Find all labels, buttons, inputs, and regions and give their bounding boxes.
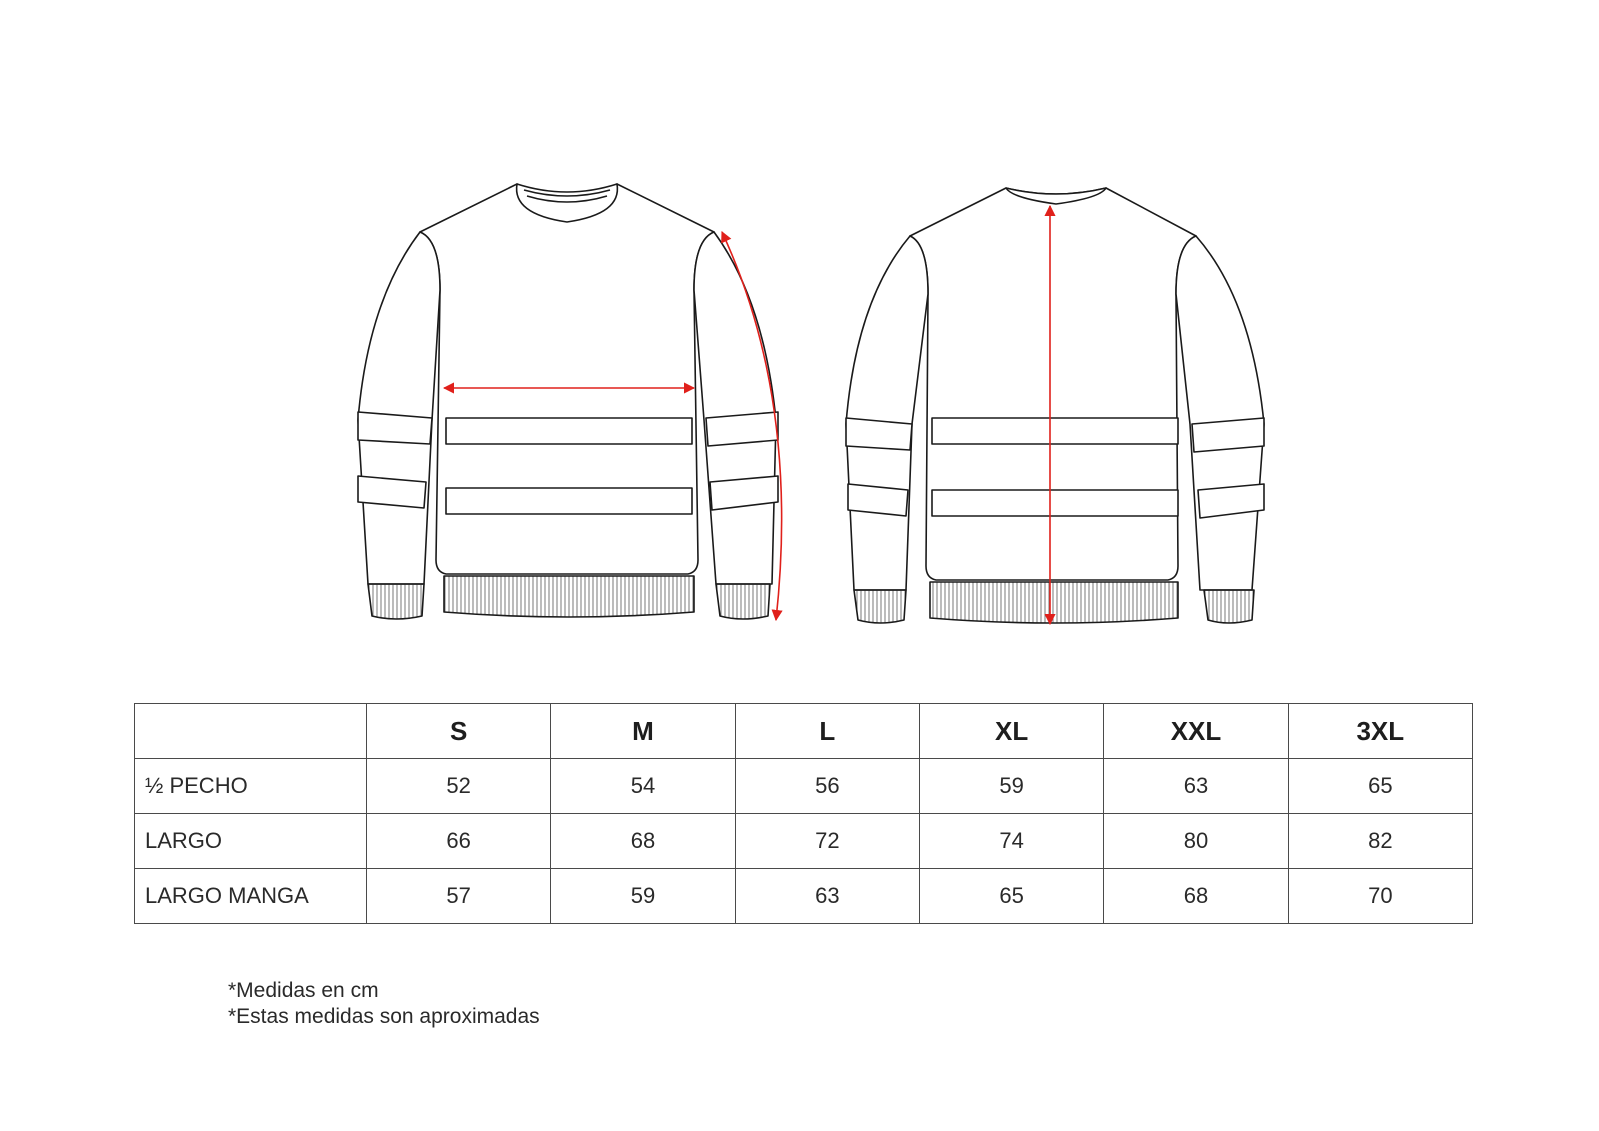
front-right-cuff bbox=[716, 584, 770, 619]
front-left-sleeve bbox=[358, 232, 440, 584]
table-cell: 59 bbox=[919, 759, 1103, 814]
back-stripe-upper bbox=[932, 418, 1178, 444]
header-size-3xl: 3XL bbox=[1288, 704, 1472, 759]
back-waistband bbox=[930, 582, 1178, 623]
size-table bbox=[134, 703, 1473, 924]
back-left-sleeve bbox=[846, 236, 928, 590]
table-cell: 59 bbox=[551, 869, 735, 924]
front-left-cuff bbox=[368, 584, 424, 619]
table-cell: 56 bbox=[735, 759, 919, 814]
back-right-sleeve bbox=[1176, 236, 1264, 590]
table-cell: 63 bbox=[1104, 759, 1288, 814]
table-cell: 68 bbox=[1104, 869, 1288, 924]
table-cell: 52 bbox=[367, 759, 551, 814]
header-size-l: L bbox=[735, 704, 919, 759]
back-stripe-lower bbox=[932, 490, 1178, 516]
row-label: ½ PECHO bbox=[135, 759, 367, 814]
table-cell: 57 bbox=[367, 869, 551, 924]
front-waistband bbox=[444, 576, 694, 617]
table-cell: 63 bbox=[735, 869, 919, 924]
table-cell: 74 bbox=[919, 814, 1103, 869]
back-right-cuff bbox=[1204, 590, 1254, 623]
front-body bbox=[420, 184, 714, 574]
table-header-row bbox=[135, 704, 1473, 759]
header-size-s: S bbox=[367, 704, 551, 759]
footnotes bbox=[228, 978, 540, 1030]
back-left-cuff bbox=[854, 590, 906, 623]
table-cell: 65 bbox=[1288, 759, 1472, 814]
table-cell: 65 bbox=[919, 869, 1103, 924]
table-row bbox=[135, 814, 1473, 869]
front-stripe-lower bbox=[446, 488, 692, 514]
front-right-sleeve bbox=[694, 232, 776, 584]
table-cell: 68 bbox=[551, 814, 735, 869]
front-view bbox=[358, 184, 778, 619]
table-row bbox=[135, 759, 1473, 814]
table-cell: 80 bbox=[1104, 814, 1288, 869]
header-empty bbox=[135, 704, 367, 759]
table-cell: 70 bbox=[1288, 869, 1472, 924]
header-size-xl: XL bbox=[919, 704, 1103, 759]
table-cell: 66 bbox=[367, 814, 551, 869]
front-stripe-upper bbox=[446, 418, 692, 444]
table-cell: 54 bbox=[551, 759, 735, 814]
header-size-m: M bbox=[551, 704, 735, 759]
row-label: LARGO bbox=[135, 814, 367, 869]
back-view bbox=[846, 188, 1264, 623]
table-cell: 82 bbox=[1288, 814, 1472, 869]
row-label: LARGO MANGA bbox=[135, 869, 367, 924]
back-body bbox=[910, 188, 1196, 580]
header-size-xxl: XXL bbox=[1104, 704, 1288, 759]
table-cell: 72 bbox=[735, 814, 919, 869]
footnote-approximate: *Estas medidas son aproximadas bbox=[228, 1005, 540, 1028]
table-row bbox=[135, 869, 1473, 924]
footnote-units: *Medidas en cm bbox=[228, 979, 379, 1002]
